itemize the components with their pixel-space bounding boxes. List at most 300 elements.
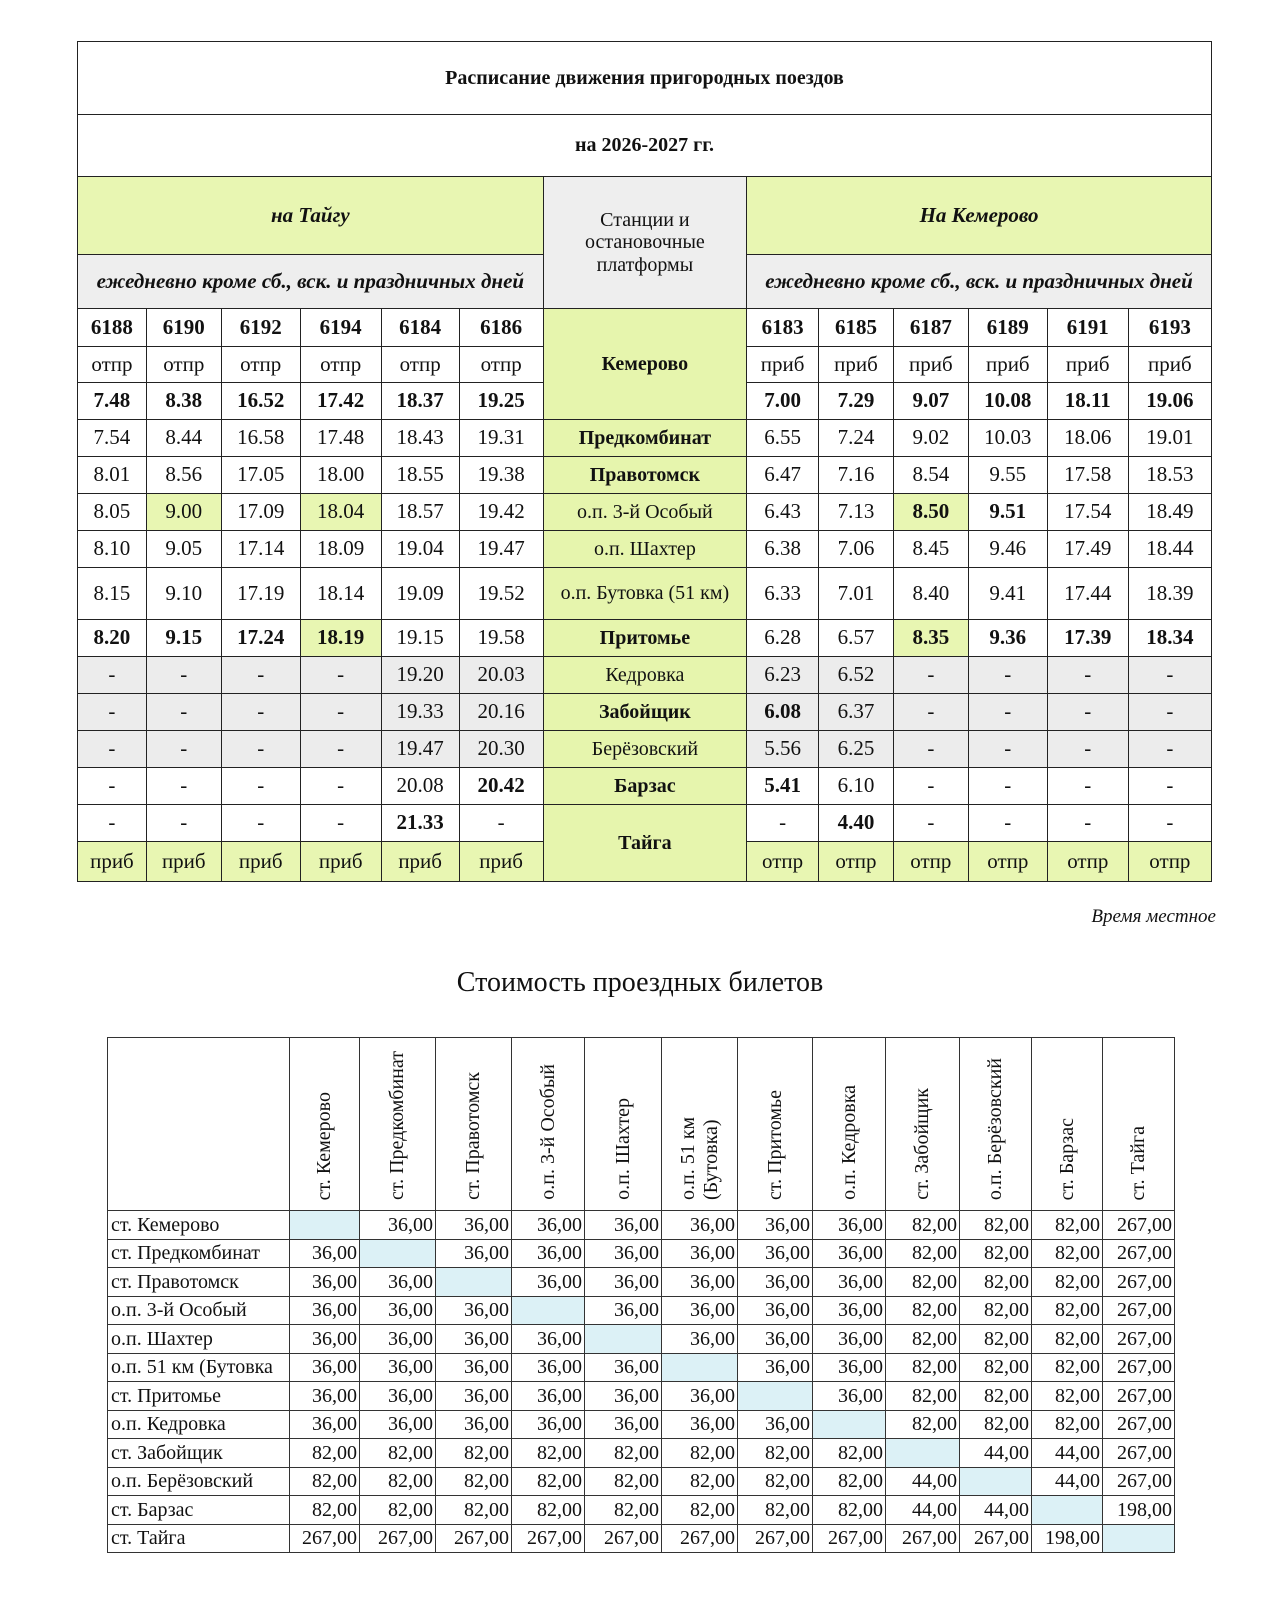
fare-value: 36,00 — [738, 1268, 813, 1297]
days-to-kemerovo: ежедневно кроме сб., вск. и праздничных дней — [747, 255, 1212, 309]
fares-title: Стоимость проездных билетов — [456, 967, 824, 998]
time-cell: 18.06 — [1047, 420, 1128, 457]
fare-column-label: ст. Правотомск — [462, 1072, 484, 1200]
fare-value — [960, 1467, 1032, 1496]
train-number: 6189 — [968, 309, 1047, 347]
departure-label: отпр — [747, 842, 819, 882]
direction-to-taiga: на Тайгу — [78, 177, 544, 255]
fare-column-header — [360, 1038, 436, 1211]
time-cell: 5.41 — [747, 768, 819, 805]
time-cell: 17.44 — [1047, 568, 1128, 620]
fare-row — [108, 1353, 1175, 1382]
time-cell: - — [968, 657, 1047, 694]
fare-value: 82,00 — [1032, 1296, 1103, 1325]
fare-value: 36,00 — [738, 1325, 813, 1354]
arrival-label: приб — [459, 842, 543, 882]
fare-value: 82,00 — [360, 1439, 436, 1468]
fare-value: 82,00 — [886, 1410, 960, 1439]
time-cell: - — [78, 768, 147, 805]
fare-value: 36,00 — [436, 1353, 512, 1382]
fare-value: 267,00 — [1103, 1239, 1175, 1268]
station-name: о.п. Бутовка (51 км) — [543, 568, 746, 620]
time-cell: 7.48 — [78, 383, 147, 420]
time-cell: 8.44 — [146, 420, 221, 457]
fare-value: 36,00 — [813, 1325, 886, 1354]
time-cell: 16.52 — [221, 383, 300, 420]
schedule-row — [78, 805, 1212, 842]
fare-column-header — [1103, 1038, 1175, 1211]
station-name: Правотомск — [543, 457, 746, 494]
fare-value: 36,00 — [512, 1268, 585, 1297]
schedule-row — [78, 657, 1212, 694]
fare-value: 44,00 — [960, 1496, 1032, 1525]
fare-column-label: ст. Предкомбинат — [386, 1050, 408, 1200]
fare-value — [886, 1439, 960, 1468]
fare-value: 36,00 — [585, 1410, 662, 1439]
fare-value: 36,00 — [360, 1325, 436, 1354]
schedule-row — [78, 531, 1212, 568]
time-cell: - — [221, 657, 300, 694]
time-cell: 6.43 — [747, 494, 819, 531]
time-cell: 7.01 — [819, 568, 894, 620]
time-cell: 6.57 — [819, 620, 894, 657]
time-cell: 18.44 — [1128, 531, 1211, 568]
fare-value: 82,00 — [813, 1439, 886, 1468]
fare-value: 36,00 — [290, 1268, 360, 1297]
stations-header: Станции и остановочные платформы — [543, 177, 746, 309]
time-cell: 18.49 — [1128, 494, 1211, 531]
fare-column-label: ст. Притомье — [763, 1089, 786, 1200]
station-name: Барзас — [543, 768, 746, 805]
time-cell: - — [300, 768, 381, 805]
arrival-label: приб — [1128, 347, 1211, 383]
fare-value: 267,00 — [1103, 1325, 1175, 1354]
fare-value: 82,00 — [960, 1296, 1032, 1325]
fare-value: 82,00 — [738, 1439, 813, 1468]
fare-value: 36,00 — [436, 1296, 512, 1325]
fare-column-header — [886, 1038, 960, 1211]
train-number: 6183 — [747, 309, 819, 347]
time-cell: 18.55 — [381, 457, 459, 494]
fare-value: 36,00 — [662, 1296, 738, 1325]
fare-row-station: о.п. Кедровка — [108, 1410, 290, 1439]
time-cell: - — [300, 731, 381, 768]
time-cell: 6.08 — [747, 694, 819, 731]
fare-column-header — [1032, 1038, 1103, 1211]
time-cell: 8.40 — [893, 568, 968, 620]
fare-value: 44,00 — [886, 1467, 960, 1496]
fare-value: 36,00 — [662, 1211, 738, 1240]
fare-column-header — [813, 1038, 886, 1211]
fare-value: 82,00 — [585, 1467, 662, 1496]
time-cell: - — [968, 805, 1047, 842]
fare-value: 36,00 — [585, 1296, 662, 1325]
time-cell: - — [221, 768, 300, 805]
departure-label: отпр — [78, 347, 147, 383]
fare-value: 82,00 — [662, 1467, 738, 1496]
fare-row — [108, 1524, 1175, 1553]
time-cell: 19.58 — [459, 620, 543, 657]
fare-value: 36,00 — [360, 1353, 436, 1382]
fare-value: 82,00 — [1032, 1353, 1103, 1382]
fare-value: 82,00 — [1032, 1382, 1103, 1411]
time-cell: 21.33 — [381, 805, 459, 842]
fare-value: 267,00 — [1103, 1296, 1175, 1325]
fare-value: 82,00 — [738, 1496, 813, 1525]
time-cell: 19.25 — [459, 383, 543, 420]
time-cell: - — [893, 657, 968, 694]
fare-value: 82,00 — [290, 1496, 360, 1525]
time-cell: 8.35 — [893, 620, 968, 657]
time-cell: 17.14 — [221, 531, 300, 568]
fare-value: 36,00 — [813, 1353, 886, 1382]
fare-value: 36,00 — [738, 1296, 813, 1325]
fare-value — [512, 1296, 585, 1325]
time-cell: - — [78, 731, 147, 768]
time-cell: 8.01 — [78, 457, 147, 494]
departure-label: отпр — [300, 347, 381, 383]
time-cell: 6.23 — [747, 657, 819, 694]
fare-value: 82,00 — [290, 1439, 360, 1468]
time-cell: - — [747, 805, 819, 842]
time-cell: 10.03 — [968, 420, 1047, 457]
fare-value: 198,00 — [1103, 1496, 1175, 1525]
fare-value — [585, 1325, 662, 1354]
fare-value: 36,00 — [290, 1325, 360, 1354]
time-cell: 20.42 — [459, 768, 543, 805]
time-cell: 19.04 — [381, 531, 459, 568]
time-cell: 9.46 — [968, 531, 1047, 568]
fare-value: 267,00 — [960, 1524, 1032, 1553]
time-cell: 19.31 — [459, 420, 543, 457]
fare-value: 82,00 — [585, 1439, 662, 1468]
time-cell: - — [1047, 657, 1128, 694]
station-name: Забойщик — [543, 694, 746, 731]
fare-value — [813, 1410, 886, 1439]
fare-row-station: ст. Притомье — [108, 1382, 290, 1411]
time-cell: 4.40 — [819, 805, 894, 842]
fare-row-station: о.п. Шахтер — [108, 1325, 290, 1354]
schedule-row — [78, 731, 1212, 768]
time-cell: 18.04 — [300, 494, 381, 531]
time-cell: - — [893, 768, 968, 805]
fare-value: 36,00 — [360, 1296, 436, 1325]
fare-value: 82,00 — [436, 1439, 512, 1468]
time-cell: 5.56 — [747, 731, 819, 768]
time-cell: 18.53 — [1128, 457, 1211, 494]
time-cell: 18.14 — [300, 568, 381, 620]
time-cell: 6.47 — [747, 457, 819, 494]
time-cell: 9.02 — [893, 420, 968, 457]
fare-value: 36,00 — [813, 1239, 886, 1268]
fare-value: 36,00 — [813, 1211, 886, 1240]
fare-value: 36,00 — [813, 1268, 886, 1297]
arrival-label: приб — [300, 842, 381, 882]
time-cell: 18.09 — [300, 531, 381, 568]
fare-row-station: о.п. Берёзовский — [108, 1467, 290, 1496]
time-cell: 20.08 — [381, 768, 459, 805]
fare-row — [108, 1325, 1175, 1354]
fare-value: 36,00 — [585, 1268, 662, 1297]
fare-value: 82,00 — [886, 1239, 960, 1268]
departure-label: отпр — [459, 347, 543, 383]
fares-table — [107, 1037, 1175, 1553]
time-cell: 20.16 — [459, 694, 543, 731]
fare-value: 36,00 — [360, 1211, 436, 1240]
time-cell: 9.07 — [893, 383, 968, 420]
fare-row-station: ст. Тайга — [108, 1524, 290, 1553]
time-cell: 19.15 — [381, 620, 459, 657]
fare-value: 36,00 — [585, 1211, 662, 1240]
time-cell: - — [221, 694, 300, 731]
fare-value: 82,00 — [886, 1296, 960, 1325]
time-cell: 6.28 — [747, 620, 819, 657]
fare-value: 82,00 — [960, 1268, 1032, 1297]
time-cell: 9.15 — [146, 620, 221, 657]
train-number: 6192 — [221, 309, 300, 347]
fare-column-label: ст. Кемерово — [313, 1091, 335, 1200]
fare-value: 36,00 — [436, 1382, 512, 1411]
fare-value: 36,00 — [662, 1382, 738, 1411]
time-cell: 19.20 — [381, 657, 459, 694]
time-cell: 8.56 — [146, 457, 221, 494]
departure-label: отпр — [146, 347, 221, 383]
time-cell: 6.38 — [747, 531, 819, 568]
station-name: Кедровка — [543, 657, 746, 694]
time-cell: - — [1047, 731, 1128, 768]
time-cell: 6.10 — [819, 768, 894, 805]
fare-column-label: о.п. Шахтер — [611, 1098, 634, 1200]
time-cell: - — [146, 805, 221, 842]
fare-value: 36,00 — [585, 1382, 662, 1411]
fare-value: 36,00 — [512, 1410, 585, 1439]
time-cell: 9.05 — [146, 531, 221, 568]
fare-value: 82,00 — [738, 1467, 813, 1496]
fare-value: 36,00 — [290, 1296, 360, 1325]
fare-value: 82,00 — [960, 1239, 1032, 1268]
fare-value: 82,00 — [960, 1410, 1032, 1439]
time-cell: 17.05 — [221, 457, 300, 494]
fare-value: 82,00 — [960, 1382, 1032, 1411]
fare-value: 267,00 — [1103, 1410, 1175, 1439]
fare-value: 44,00 — [960, 1439, 1032, 1468]
fare-value: 267,00 — [1103, 1382, 1175, 1411]
time-cell: 17.24 — [221, 620, 300, 657]
fare-value: 36,00 — [738, 1353, 813, 1382]
fare-value: 36,00 — [436, 1325, 512, 1354]
fare-column-label: ст. Забойщик — [911, 1088, 933, 1200]
fare-column-label: о.п. Кедровка — [837, 1085, 860, 1200]
fare-value — [1032, 1496, 1103, 1525]
fare-value: 82,00 — [886, 1211, 960, 1240]
time-cell: 7.54 — [78, 420, 147, 457]
fare-column-label: о.п. 3-й Особый — [536, 1064, 559, 1200]
fare-row — [108, 1239, 1175, 1268]
fare-value: 82,00 — [290, 1467, 360, 1496]
fare-value: 82,00 — [886, 1268, 960, 1297]
fare-value: 82,00 — [662, 1439, 738, 1468]
time-cell: 9.55 — [968, 457, 1047, 494]
fare-value: 82,00 — [886, 1382, 960, 1411]
time-cell: - — [1128, 657, 1211, 694]
arrival-label: приб — [968, 347, 1047, 383]
fare-row — [108, 1410, 1175, 1439]
time-cell: - — [1047, 768, 1128, 805]
time-cell: 8.45 — [893, 531, 968, 568]
fare-value: 267,00 — [813, 1524, 886, 1553]
time-cell: - — [1128, 731, 1211, 768]
time-cell: - — [146, 731, 221, 768]
fare-column-header — [436, 1038, 512, 1211]
fare-value: 36,00 — [585, 1353, 662, 1382]
fare-row-station: ст. Барзас — [108, 1496, 290, 1525]
fare-value: 82,00 — [813, 1467, 886, 1496]
fare-value: 82,00 — [960, 1353, 1032, 1382]
fare-value: 44,00 — [886, 1496, 960, 1525]
schedule-row — [78, 457, 1212, 494]
fare-column-label: ст. Тайга — [1127, 1125, 1149, 1200]
fare-value: 36,00 — [662, 1325, 738, 1354]
schedule-table — [77, 41, 1212, 882]
fare-row — [108, 1211, 1175, 1240]
fare-value: 44,00 — [1032, 1467, 1103, 1496]
time-cell: 8.54 — [893, 457, 968, 494]
fare-value: 267,00 — [1103, 1353, 1175, 1382]
fare-value: 82,00 — [512, 1439, 585, 1468]
station-name: о.п. Шахтер — [543, 531, 746, 568]
time-cell: 7.13 — [819, 494, 894, 531]
fare-value: 36,00 — [436, 1211, 512, 1240]
schedule-title: Расписание движения пригородных поездов — [78, 42, 1212, 115]
time-cell: 8.38 — [146, 383, 221, 420]
fare-value: 82,00 — [886, 1353, 960, 1382]
fare-value: 36,00 — [360, 1410, 436, 1439]
time-cell: 19.42 — [459, 494, 543, 531]
train-numbers-row — [78, 309, 1212, 347]
fare-value — [360, 1239, 436, 1268]
time-cell: 19.33 — [381, 694, 459, 731]
arrival-label: приб — [893, 347, 968, 383]
fare-value: 198,00 — [1032, 1524, 1103, 1553]
schedule-row — [78, 620, 1212, 657]
time-cell: 17.42 — [300, 383, 381, 420]
time-cell: - — [78, 805, 147, 842]
fare-column-header — [512, 1038, 585, 1211]
time-cell: - — [78, 694, 147, 731]
fare-value: 82,00 — [1032, 1239, 1103, 1268]
time-cell: 18.37 — [381, 383, 459, 420]
fare-value: 36,00 — [585, 1239, 662, 1268]
time-cell: 9.36 — [968, 620, 1047, 657]
fare-value: 267,00 — [1103, 1439, 1175, 1468]
departure-label: отпр — [819, 842, 894, 882]
fare-column-label: ст. Барзас — [1055, 1117, 1078, 1200]
station-name: Тайга — [543, 805, 746, 882]
fare-value — [436, 1268, 512, 1297]
fare-row-station: ст. Забойщик — [108, 1439, 290, 1468]
time-cell: 18.34 — [1128, 620, 1211, 657]
fare-value: 36,00 — [662, 1268, 738, 1297]
time-cell: 19.06 — [1128, 383, 1211, 420]
fare-value: 267,00 — [1103, 1211, 1175, 1240]
fare-value: 267,00 — [436, 1524, 512, 1553]
corner-cell — [108, 1038, 290, 1211]
time-cell: - — [893, 694, 968, 731]
fare-value: 82,00 — [360, 1496, 436, 1525]
time-cell: 8.50 — [893, 494, 968, 531]
schedule-row — [78, 494, 1212, 531]
departure-label: отпр — [381, 347, 459, 383]
time-cell: 18.39 — [1128, 568, 1211, 620]
fare-value: 82,00 — [512, 1496, 585, 1525]
fare-value: 36,00 — [662, 1239, 738, 1268]
fare-row-station: ст. Правотомск — [108, 1268, 290, 1297]
fares-header-row — [108, 1038, 1175, 1211]
fare-row-station: ст. Кемерово — [108, 1211, 290, 1240]
time-cell: 18.57 — [381, 494, 459, 531]
station-name: Кемерово — [543, 309, 746, 420]
time-cell: 6.37 — [819, 694, 894, 731]
time-cell: 10.08 — [968, 383, 1047, 420]
fare-value: 82,00 — [813, 1496, 886, 1525]
time-cell: 19.01 — [1128, 420, 1211, 457]
time-cell: - — [146, 694, 221, 731]
fare-value: 267,00 — [360, 1524, 436, 1553]
arrival-label: приб — [146, 842, 221, 882]
time-cell: - — [221, 805, 300, 842]
fare-column-header — [290, 1038, 360, 1211]
time-cell: 19.09 — [381, 568, 459, 620]
time-cell: - — [1128, 768, 1211, 805]
schedule-row — [78, 568, 1212, 620]
time-cell: 7.24 — [819, 420, 894, 457]
arrival-label: приб — [819, 347, 894, 383]
departure-label: отпр — [1047, 842, 1128, 882]
time-cell: - — [300, 657, 381, 694]
train-number: 6188 — [78, 309, 147, 347]
time-cell: 7.29 — [819, 383, 894, 420]
time-cell: 6.52 — [819, 657, 894, 694]
time-cell: 17.49 — [1047, 531, 1128, 568]
time-cell: 18.11 — [1047, 383, 1128, 420]
train-number: 6193 — [1128, 309, 1211, 347]
direction-to-kemerovo: На Кемерово — [747, 177, 1212, 255]
fare-value: 82,00 — [662, 1496, 738, 1525]
departure-label: отпр — [893, 842, 968, 882]
train-number: 6187 — [893, 309, 968, 347]
fare-value: 44,00 — [1032, 1439, 1103, 1468]
time-cell: 19.47 — [459, 531, 543, 568]
time-cell: 6.55 — [747, 420, 819, 457]
fare-value: 82,00 — [436, 1467, 512, 1496]
departure-label: отпр — [221, 347, 300, 383]
fare-value — [662, 1353, 738, 1382]
fare-row — [108, 1296, 1175, 1325]
fare-row — [108, 1268, 1175, 1297]
train-number: 6185 — [819, 309, 894, 347]
time-cell: 8.15 — [78, 568, 147, 620]
time-cell: - — [221, 731, 300, 768]
fare-column-label: о.п. 51 км (Бутовка) — [676, 1116, 722, 1200]
fare-column-label: о.п. Берёзовский — [984, 1057, 1006, 1200]
time-cell: - — [1128, 805, 1211, 842]
fare-value: 36,00 — [662, 1410, 738, 1439]
train-number: 6194 — [300, 309, 381, 347]
fare-value — [738, 1382, 813, 1411]
fare-value: 36,00 — [738, 1239, 813, 1268]
fare-value: 82,00 — [1032, 1211, 1103, 1240]
time-cell: 18.43 — [381, 420, 459, 457]
